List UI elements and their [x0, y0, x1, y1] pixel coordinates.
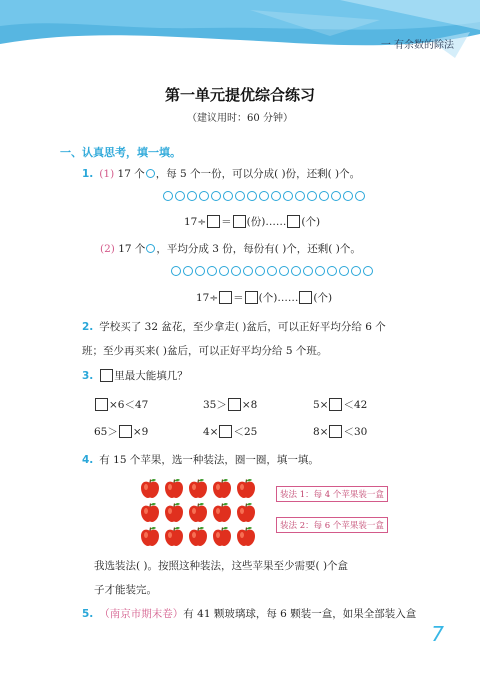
circle-icon — [319, 191, 329, 201]
q3-post: ＜25 — [233, 426, 258, 438]
q2-line2: 班；至少再买来( )盆后，可以正好平均分给 5 个班。 — [82, 345, 328, 357]
q3-pre: 35＞ — [203, 399, 227, 411]
q3-number: 3. — [82, 370, 94, 382]
method-2-box[interactable]: 装法 2：每 6 个苹果装一盒 — [276, 517, 388, 533]
q1-sub2-label: (2) — [100, 243, 115, 255]
eq2-unit1: (个)…… — [258, 292, 299, 304]
circle-icon — [187, 191, 197, 201]
apple-icon — [211, 478, 233, 499]
q5-text: 有 41 颗玻璃球，每 6 颗装一盒，如果全部装入盒 — [183, 608, 417, 620]
q1-text1a: 17 个 — [117, 168, 145, 180]
q4-answer-line1: 我选装法( )。按照这种装法，这些苹果至少需要( )个盒 — [94, 560, 349, 572]
apple-grid — [139, 478, 257, 547]
answer-box[interactable] — [119, 425, 132, 438]
eq1-dividend: 17÷ — [184, 216, 207, 228]
page-subtitle: （建议用时：60 分钟） — [187, 113, 293, 124]
eq2-equals: ＝ — [233, 292, 244, 304]
apple-icon — [187, 502, 209, 523]
answer-box[interactable] — [95, 398, 108, 411]
q4-answer-line2: 子才能装完。 — [94, 584, 157, 596]
q1-sub1-label: (1) — [99, 168, 115, 180]
q3-post: ×9 — [132, 426, 149, 438]
answer-box[interactable] — [287, 215, 300, 228]
answer-box[interactable] — [299, 291, 312, 304]
q3-item-6 — [313, 425, 367, 439]
q3-item-4 — [94, 425, 148, 439]
eq1-unit2: (个) — [301, 216, 321, 228]
q4-text: 有 15 个苹果，选一种装法，圈一圈，填一填。 — [99, 454, 319, 466]
circle-icon — [211, 191, 221, 201]
circle-icon — [195, 266, 205, 276]
circle-icon — [331, 191, 341, 201]
circle-row-1 — [163, 191, 365, 201]
circle-icon — [291, 266, 301, 276]
circle-icon — [271, 191, 281, 201]
q3-post: ×6＜47 — [109, 399, 149, 411]
circle-icon — [219, 266, 229, 276]
circle-icon — [231, 266, 241, 276]
answer-box[interactable] — [329, 425, 342, 438]
answer-box[interactable] — [228, 398, 241, 411]
q1-line2 — [100, 242, 361, 256]
q5-line — [82, 607, 416, 621]
apple-icon — [163, 526, 185, 547]
q1-text1b: ，每 5 个一份，可以分成( )份，还剩( )个。 — [155, 168, 361, 180]
answer-box[interactable] — [207, 215, 220, 228]
q1-number: 1. — [82, 168, 94, 180]
apple-icon — [139, 526, 161, 547]
q2-line1 — [82, 320, 386, 334]
answer-box[interactable] — [233, 215, 246, 228]
q2-number: 2. — [82, 321, 94, 333]
q3-post: ＜30 — [343, 426, 368, 438]
answer-box[interactable] — [219, 291, 232, 304]
q1-equation2 — [196, 291, 332, 305]
q3-item-5 — [203, 425, 257, 439]
q3-prompt: 里最大能填几？ — [114, 370, 188, 382]
q5-number: 5. — [82, 608, 94, 620]
circle-icon — [283, 191, 293, 201]
apple-icon — [187, 478, 209, 499]
circle-icon — [303, 266, 313, 276]
answer-box[interactable] — [219, 425, 232, 438]
circle-icon — [351, 266, 361, 276]
q4-number: 4. — [82, 454, 94, 466]
chapter-label: 一 有余数的除法 — [380, 40, 454, 51]
q3-line — [82, 369, 188, 383]
circle-icon — [146, 244, 155, 253]
page-title: 第一单元提优综合练习 — [164, 86, 315, 104]
answer-box[interactable] — [329, 398, 342, 411]
circle-icon — [243, 266, 253, 276]
q3-pre: 8× — [313, 426, 329, 438]
q1-text2b: ，平均分成 3 份，每份有( )个，还剩( )个。 — [156, 243, 361, 255]
circle-icon — [183, 266, 193, 276]
answer-box[interactable] — [245, 291, 258, 304]
q4-line — [82, 453, 319, 467]
circle-icon — [223, 191, 233, 201]
circle-icon — [339, 266, 349, 276]
q3-pre: 4× — [203, 426, 219, 438]
circle-icon — [171, 266, 181, 276]
circle-icon — [207, 266, 217, 276]
circle-icon — [343, 191, 353, 201]
q3-item-2 — [203, 398, 257, 412]
circle-icon — [363, 266, 373, 276]
q2-text1: 学校买了 32 盆花，至少拿走( )盆后，可以正好平均分给 6 个 — [99, 321, 386, 333]
eq2-dividend: 17÷ — [196, 292, 219, 304]
circle-icon — [255, 266, 265, 276]
section-title: 一、认真思考，填一填。 — [60, 146, 181, 159]
circle-icon — [307, 191, 317, 201]
circle-icon — [146, 169, 155, 178]
eq2-unit2: (个) — [313, 292, 333, 304]
eq1-equals: ＝ — [221, 216, 232, 228]
q1-text2a: 17 个 — [118, 243, 146, 255]
circle-icon — [295, 191, 305, 201]
circle-icon — [235, 191, 245, 201]
q1-line1 — [82, 167, 360, 181]
circle-icon — [163, 191, 173, 201]
circle-icon — [175, 191, 185, 201]
q3-item-1 — [94, 398, 148, 412]
q3-post: ＜42 — [343, 399, 368, 411]
apple-icon — [235, 478, 257, 499]
circle-icon — [267, 266, 277, 276]
q3-pre: 65＞ — [94, 426, 118, 438]
circle-icon — [279, 266, 289, 276]
circle-row-2 — [171, 266, 373, 276]
page-number: 7 — [431, 622, 444, 646]
method-1-box[interactable]: 装法 1：每 4 个苹果装一盒 — [276, 486, 388, 502]
apple-icon — [235, 526, 257, 547]
apple-icon — [211, 526, 233, 547]
apple-icon — [163, 478, 185, 499]
circle-icon — [259, 191, 269, 201]
circle-icon — [199, 191, 209, 201]
apple-icon — [139, 502, 161, 523]
eq1-unit1: (份)…… — [246, 216, 287, 228]
circle-icon — [247, 191, 257, 201]
circle-icon — [315, 266, 325, 276]
q5-source: （南京市期末卷） — [99, 608, 184, 620]
q3-post: ×8 — [241, 399, 258, 411]
apple-icon — [235, 502, 257, 523]
header-band — [0, 0, 480, 60]
circle-icon — [327, 266, 337, 276]
answer-box — [100, 369, 113, 382]
apple-icon — [187, 526, 209, 547]
q1-equation1 — [184, 215, 320, 229]
apple-icon — [163, 502, 185, 523]
apple-icon — [211, 502, 233, 523]
circle-icon — [355, 191, 365, 201]
q3-item-3 — [313, 398, 367, 412]
apple-icon — [139, 478, 161, 499]
q3-pre: 5× — [313, 399, 329, 411]
